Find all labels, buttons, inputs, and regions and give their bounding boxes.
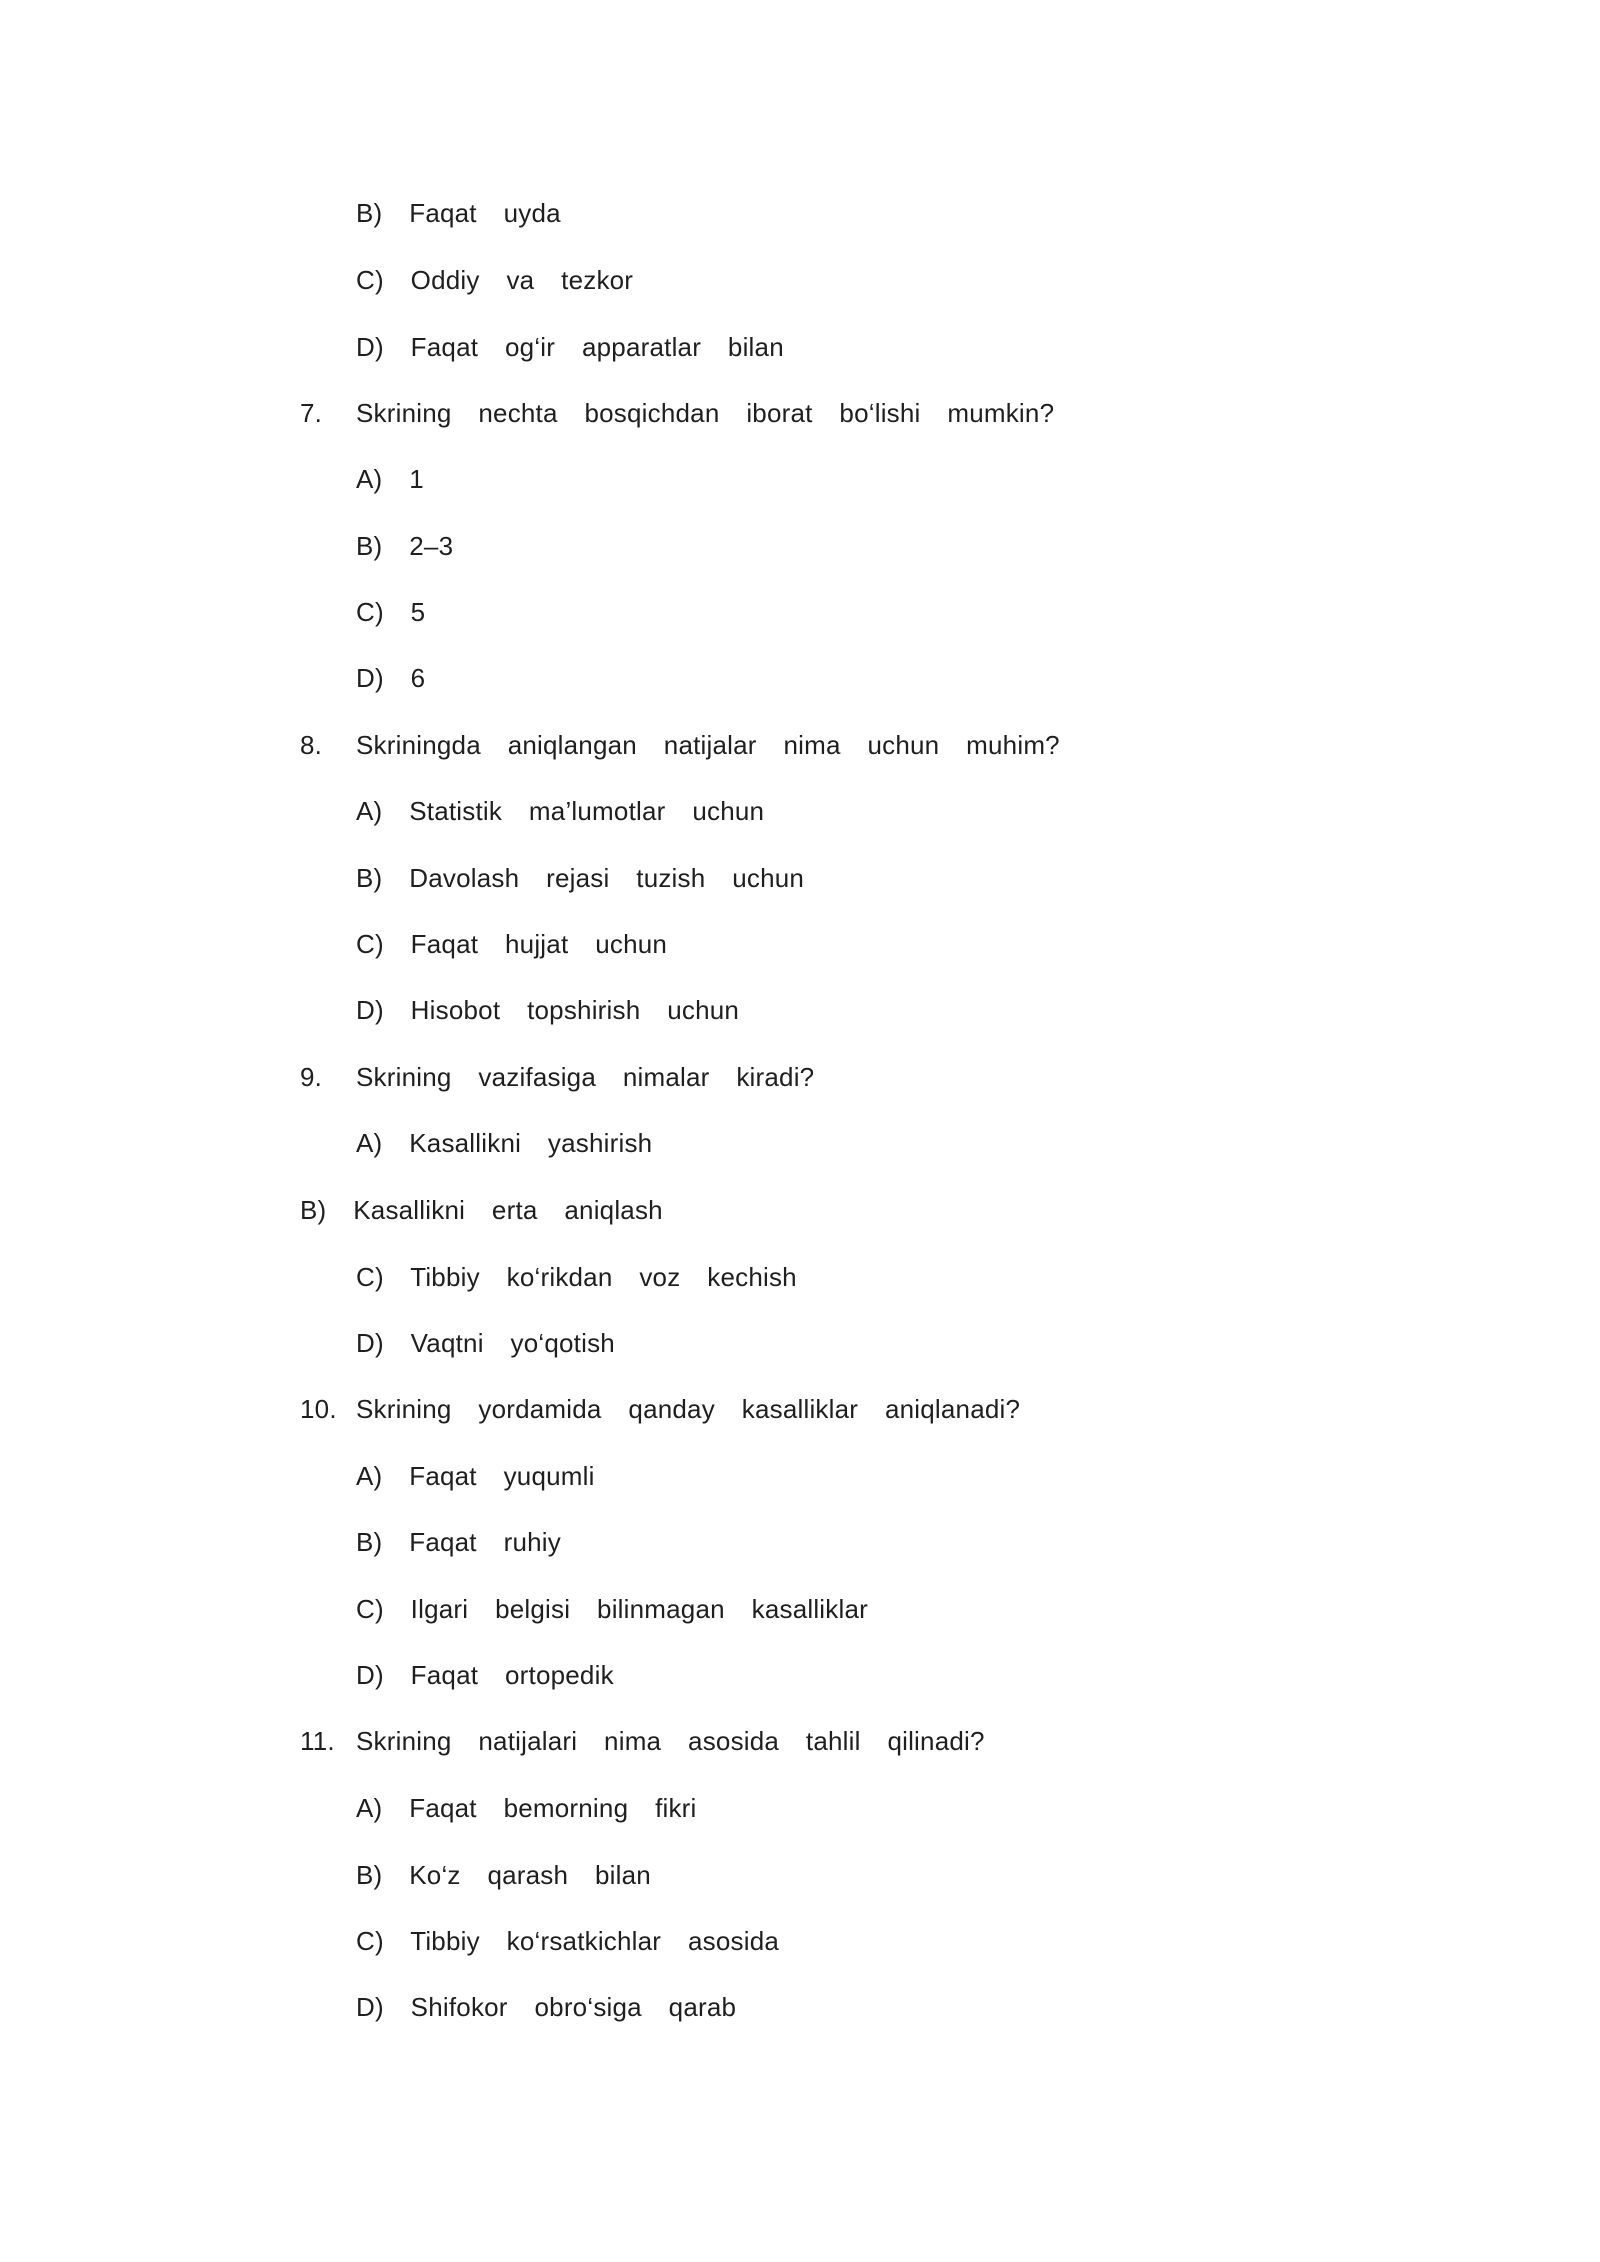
question-11-number: 11. (300, 1726, 335, 1756)
option-q9-c: C) Tibbiy ko‘rikdan voz kechish (356, 1262, 797, 1292)
question-8-number: 8. (300, 730, 323, 760)
option-q6-c: C) Oddiy va tezkor (356, 265, 634, 295)
option-q8-b: B) Davolash rejasi tuzish uchun (356, 863, 805, 893)
option-q11-a: A) Faqat bemorning fikri (356, 1793, 697, 1823)
option-q7-c: C) 5 (356, 597, 426, 627)
option-q11-c: C) Tibbiy ko‘rsatkichlar asosida (356, 1926, 780, 1956)
option-q10-d: D) Faqat ortopedik (356, 1660, 614, 1690)
option-q6-b: B) Faqat uyda (356, 198, 561, 228)
question-11-text: Skrining natijalari nima asosida tahlil qilinadi? (356, 1726, 985, 1756)
option-q7-d: D) 6 (356, 663, 426, 693)
option-q9-b: B) Kasallikni erta aniqlash (300, 1195, 663, 1225)
option-q9-d: D) Vaqtni yo‘qotish (356, 1328, 615, 1358)
option-q7-b: B) 2–3 (356, 531, 454, 561)
question-9-text: Skrining vazifasiga nimalar kiradi? (356, 1062, 815, 1092)
option-q11-b: B) Ko‘z qarash bilan (356, 1860, 651, 1890)
option-q10-a: A) Faqat yuqumli (356, 1461, 595, 1491)
option-q6-d: D) Faqat og‘ir apparatlar bilan (356, 332, 784, 362)
option-q10-b: B) Faqat ruhiy (356, 1527, 561, 1557)
option-q8-c: C) Faqat hujjat uchun (356, 929, 668, 959)
question-7-text: Skrining nechta bosqichdan iborat bo‘lishi mumkin? (356, 398, 1055, 428)
option-q8-d: D) Hisobot topshirish uchun (356, 995, 740, 1025)
question-7-number: 7. (300, 398, 323, 428)
option-q11-d: D) Shifokor obro‘siga qarab (356, 1992, 737, 2022)
question-10-text: Skrining yordamida qanday kasalliklar aniqlanadi? (356, 1394, 1021, 1424)
option-q7-a: A) 1 (356, 464, 424, 494)
question-9-number: 9. (300, 1062, 323, 1092)
option-q8-a: A) Statistik ma’lumotlar uchun (356, 796, 765, 826)
option-q9-a: A) Kasallikni yashirish (356, 1128, 653, 1158)
question-10-number: 10. (300, 1394, 337, 1424)
question-8-text: Skriningda aniqlangan natijalar nima uchun muhim? (356, 730, 1060, 760)
option-q10-c: C) Ilgari belgisi bilinmagan kasalliklar (356, 1594, 868, 1624)
